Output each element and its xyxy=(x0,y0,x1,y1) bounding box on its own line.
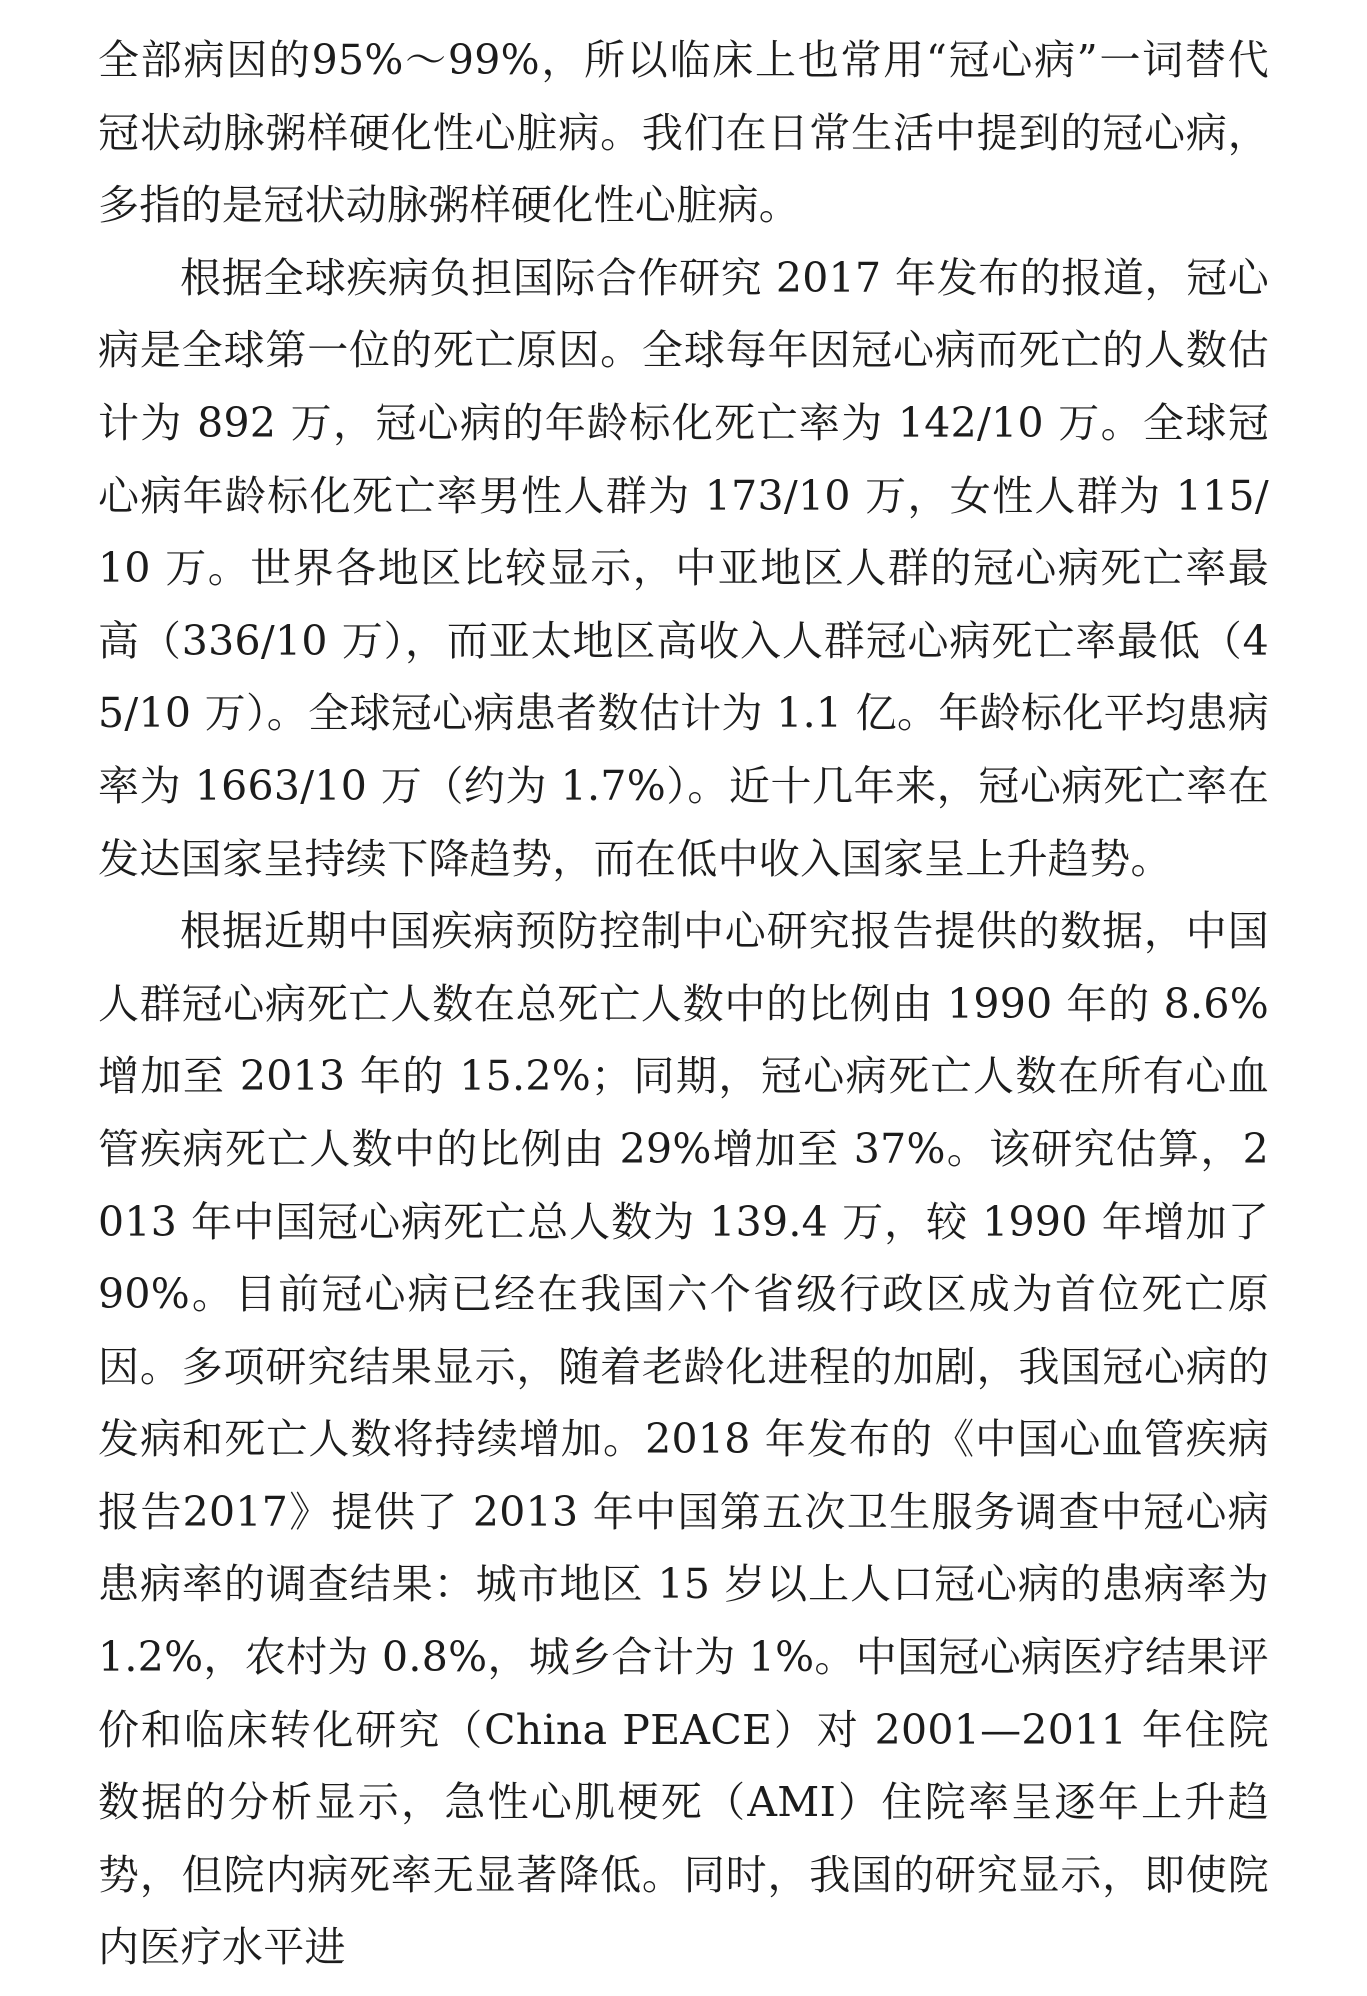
paragraph-1: 全部病因的95%～99%，所以临床上也常用“冠心病”一词替代冠状动脉粥样硬化性心脏病。我们在日常生活中提到的冠心病，多指的是冠状动脉粥样硬化性心脏病。 xyxy=(98,36,1269,230)
paragraph-2: 根据全球疾病负担国际合作研究 2017 年发布的报道，冠心病是全球第一位的死亡原因。全球每年因冠心病而死亡的人数估计为 892 万，冠心病的年龄标化死亡率为 142/10 万。全球冠心病年龄标化死亡率男性人群为 173/10 万，女性人群为 115/10 万。世界各地区比较显示，中亚地区人群的冠心病死亡率最高（336/10 万），而亚太地区高收入人群冠心病死亡率最低（45/10 万）。全球冠心病患者数估计为 1.1 亿。年龄标化平均患病率为 1663/10 万（约为 1.7%）。近十几年来，冠心病死亡率在发达国家呈持续下降趋势，而在低中收入国家呈上升趋势。 xyxy=(98,253,1269,883)
paragraph-3: 根据近期中国疾病预防控制中心研究报告提供的数据，中国人群冠心病死亡人数在总死亡人数中的比例由 1990 年的 8.6%增加至 2013 年的 15.2%；同期，冠心病死亡人数在所有心血管疾病死亡人数中的比例由 29%增加至 37%。该研究估算，2013 年中国冠心病死亡总人数为 139.4 万，较 1990 年增加了 90%。目前冠心病已经在我国六个省级行政区成为首位死亡原因。多项研究结果显示，随着老龄化进程的加剧，我国冠心病的发病和死亡人数将持续增加。2018 年发布的《中国心血管疾病报告2017》提供了 2013 年中国第五次卫生服务调查中冠心病患病率的调查结果：城市地区 15 岁以上人口冠心病的患病率为 1.2%，农村为 0.8%，城乡合计为 1%。中国冠心病医疗结果评价和临床转化研究（China PEACE）对 2001—2011 年住院数据的分析显示，急性心肌梗死（AMI）住院率呈逐年上升趋势，但院内病死率无显著降低。同时，我国的研究显示，即使院内医疗水平进 xyxy=(98,907,1269,1972)
